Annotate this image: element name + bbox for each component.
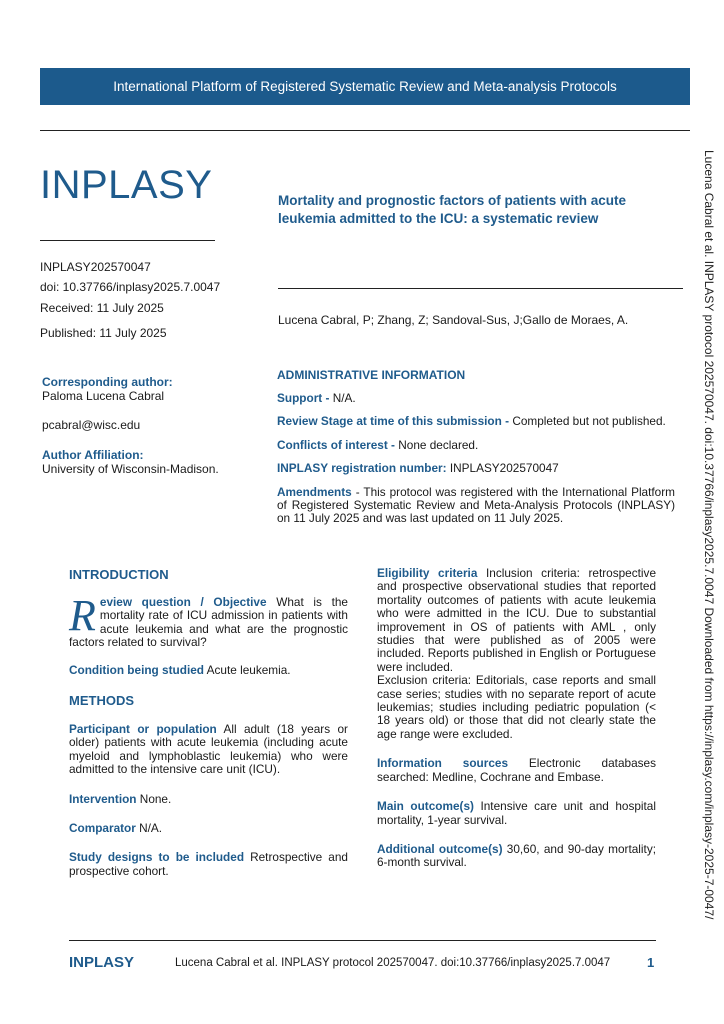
admin-heading: ADMINISTRATIVE INFORMATION — [277, 368, 466, 382]
logo-divider — [40, 240, 215, 241]
doi: doi: 10.37766/inplasy2025.7.0047 — [40, 280, 221, 294]
footer-citation: Lucena Cabral et al. INPLASY protocol 202570047. doi:10.37766/inplasy2025.7.0047 — [175, 957, 611, 969]
amendments-item: Amendments - This protocol was registered with the International Platform of Registered Systematic Review and Meta-Analysis Protocols (INPLASY) on 11 July 2025 and was last updated on 11 July 2025. — [277, 484, 675, 526]
introduction-heading: INTRODUCTION — [69, 567, 169, 582]
corresponding-name: Paloma Lucena Cabral — [42, 389, 165, 403]
additional-outcomes: Additional outcome(s) 30,60, and 90-day mortality; 6-month survival. — [377, 841, 656, 870]
administrative-info — [277, 368, 675, 526]
information-sources: Information sources Electronic databases searched: Medline, Cochrane and Embase. — [377, 756, 656, 784]
review-stage-item: Review Stage at time of this submission - Completed but not published. — [277, 414, 666, 429]
corresponding-label: Corresponding author: — [42, 375, 173, 389]
exclusion-criteria: Exclusion criteria: Editorials, case reports and small case series; studies with no separate report of acute leukemias; studies including pediatric population (< 18 years old) or those that did not clearly state the age range were excluded. — [377, 673, 656, 741]
side-download-note[interactable]: Lucena Cabral et al. INPLASY protocol 202570047. doi:10.37766/inplasy2025.7.0047 Downloaded from https://inplasy.com/inplasy-2025-7-0047/ — [702, 150, 716, 920]
intervention: Intervention None. — [69, 791, 172, 806]
main-outcomes: Main outcome(s) Intensive care unit and hospital mortality, 1-year survival. — [377, 799, 656, 827]
header-banner — [40, 68, 690, 105]
registration-number-item: INPLASY registration number: INPLASY202570047 — [277, 461, 559, 476]
study-designs: Study designs to be included Retrospective and prospective cohort. — [69, 850, 348, 878]
methods-heading: METHODS — [69, 693, 134, 709]
page-number: 1 — [647, 955, 655, 970]
drop-cap: R — [69, 591, 96, 640]
banner-text: International Platform of Registered Systematic Review and Meta-analysis Protocols — [113, 79, 617, 94]
right-column — [377, 567, 656, 870]
registration-id: INPLASY202570047 — [40, 260, 151, 274]
affiliation-value: University of Wisconsin-Madison. — [42, 462, 219, 476]
title-divider — [278, 288, 683, 289]
footer-logo: INPLASY — [69, 954, 135, 971]
paper-title: Mortality and prognostic factors of patients with acute leukemia admitted to the ICU: a systematic review — [278, 193, 627, 226]
authors: Lucena Cabral, P; Zhang, Z; Sandoval-Sus, J;Gallo de Moraes, A. — [278, 313, 629, 327]
inplasy-logo: INPLASY — [40, 163, 213, 207]
condition-studied: Condition being studied Acute leukemia. — [69, 662, 291, 677]
published-date: Published: 11 July 2025 — [40, 326, 167, 340]
comparator: Comparator N/A. — [69, 821, 163, 836]
left-column — [69, 567, 348, 878]
corresponding-email[interactable]: pcabral@wisc.edu — [42, 418, 141, 432]
footer-divider — [69, 940, 656, 941]
affiliation-label: Author Affiliation: — [42, 448, 144, 462]
top-divider — [40, 130, 690, 131]
received-date: Received: 11 July 2025 — [40, 301, 164, 315]
eligibility-criteria: Eligibility criteria Inclusion criteria: retrospective and prospective observational studies that reported mortality outcomes of patients with acute leukemia who were admitted in the ICU. Due to substantial improvement in OS of patients with AML , only studies that were published as of 2005 were included. Reports published in English or Portuguese were included. — [377, 566, 657, 674]
conflicts-item: Conflicts of interest - None declared. — [277, 437, 479, 452]
support-item: Support - N/A. — [277, 391, 356, 405]
review-question: Review question / Objective What is the mortality rate of ICU admission in patients with acute leukemia and what are the prognostic factors related to survival? — [69, 591, 348, 650]
participant-population: Participant or population All adult (18 years or older) patients with acute leukemia (including acute myeloid and lymphoblastic leukemia) who were admitted to the intensive care unit (ICU). — [69, 722, 348, 777]
